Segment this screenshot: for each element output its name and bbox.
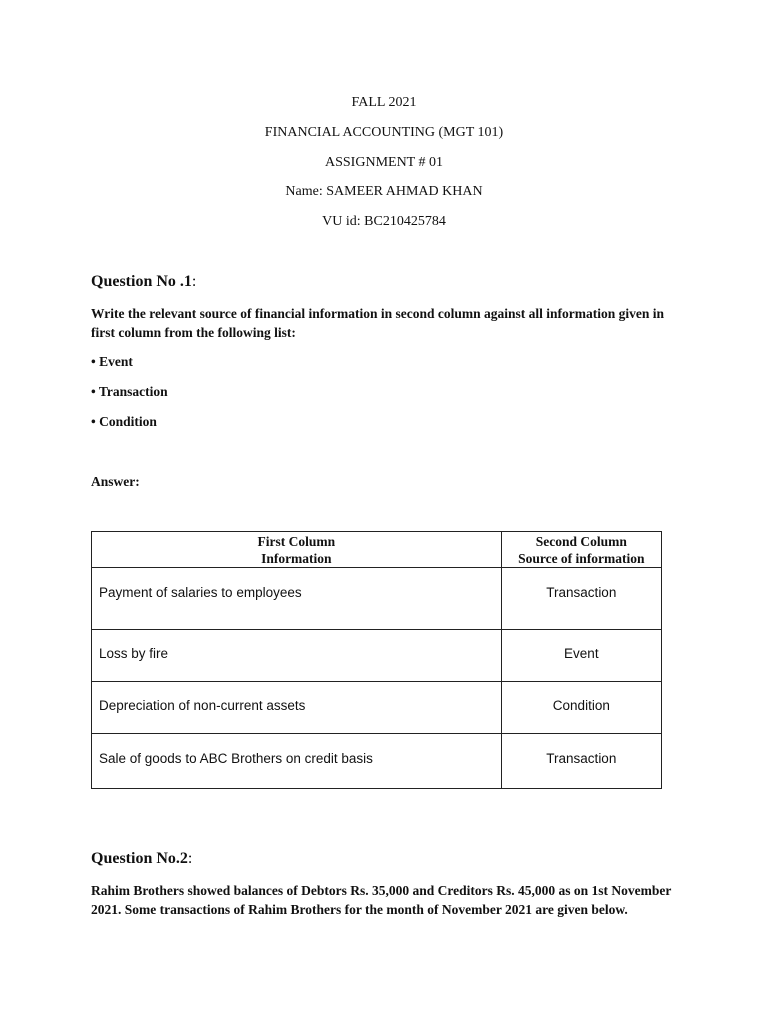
option-condition: • Condition: [91, 414, 157, 429]
question-2-text: Rahim Brothers showed balances of Debtors Rs. 35,000 and Creditors Rs. 45,000 as on 1st November 2021. Some transactions of Rahim Brothers for the month of November 2021 are given below.: [91, 883, 672, 917]
answer-table: [91, 531, 662, 789]
column-header-source-line1: Second Column: [535, 533, 627, 549]
information-cell: [92, 682, 502, 734]
column-header-source: [501, 532, 661, 568]
option-event: • Event: [91, 354, 133, 369]
column-header-information-line1: First Column: [257, 533, 336, 549]
information-cell: [92, 568, 502, 630]
source-text: Event: [564, 646, 599, 661]
information-cell: [92, 734, 502, 789]
information-cell: [92, 630, 502, 682]
table-row: [92, 568, 662, 630]
information-text: Sale of goods to ABC Brothers on credit basis: [99, 750, 373, 766]
column-header-information-line2: Information: [261, 550, 332, 566]
question-1-prompt: Write the relevant source of financial information in second column against all information given in first column from the following list:: [91, 306, 664, 340]
course-heading: FINANCIAL ACCOUNTING (MGT 101): [264, 125, 504, 140]
question-1-colon: :: [191, 273, 197, 290]
table-header-row: [92, 532, 662, 568]
question-2-colon: :: [187, 850, 193, 867]
information-text: Depreciation of non-current assets: [99, 698, 306, 713]
information-text: Payment of salaries to employees: [99, 585, 302, 600]
column-header-source-line2: Source of information: [518, 550, 645, 566]
option-transaction: • Transaction: [91, 384, 168, 399]
answer-label: Answer:: [91, 474, 140, 489]
student-vu-id: VU id: BC210425784: [322, 214, 446, 229]
source-text: Transaction: [546, 585, 617, 600]
assignment-heading: ASSIGNMENT # 01: [325, 155, 443, 170]
student-name: Name: SAMEER AHMAD KHAN: [285, 184, 483, 199]
question-2-heading: [91, 849, 192, 869]
source-cell: [501, 568, 661, 630]
source-cell: [501, 734, 661, 789]
column-header-information: [92, 532, 502, 568]
source-text: Transaction: [546, 750, 617, 766]
source-cell: [501, 630, 661, 682]
term-heading: FALL 2021: [351, 95, 417, 110]
question-1-title: Question No .1: [91, 273, 192, 290]
information-text: Loss by fire: [99, 646, 169, 661]
table-row: [92, 682, 662, 734]
source-text: Condition: [552, 698, 610, 713]
question-1-heading: [91, 272, 196, 292]
question-2-title: Question No.2: [91, 850, 188, 867]
table-row: [92, 630, 662, 682]
source-cell: [501, 682, 661, 734]
table-row: [92, 734, 662, 789]
